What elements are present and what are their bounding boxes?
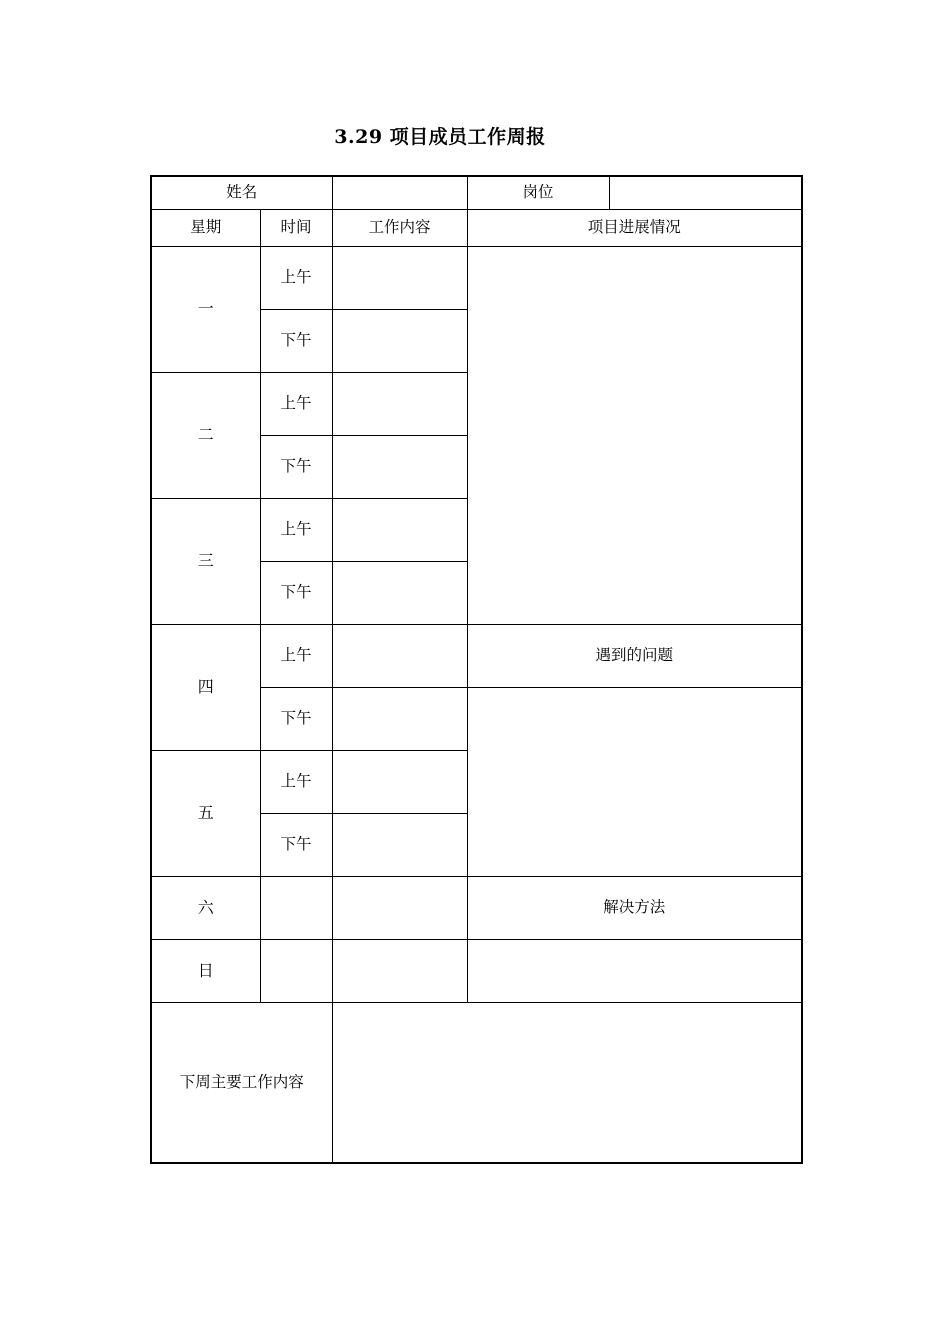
next-week-label: 下周主要工作内容 bbox=[151, 1002, 332, 1163]
position-field[interactable] bbox=[609, 176, 802, 209]
solutions-header: 解决方法 bbox=[467, 876, 802, 939]
time-morning: 上午 bbox=[260, 498, 332, 561]
content-cell[interactable] bbox=[332, 561, 467, 624]
name-field[interactable] bbox=[332, 176, 467, 209]
content-cell[interactable] bbox=[332, 435, 467, 498]
time-morning: 上午 bbox=[260, 624, 332, 687]
position-label: 岗位 bbox=[467, 176, 609, 209]
day-friday: 五 bbox=[151, 750, 260, 876]
time-header: 时间 bbox=[260, 209, 332, 246]
time-cell[interactable] bbox=[260, 876, 332, 939]
time-afternoon: 下午 bbox=[260, 687, 332, 750]
progress-header: 项目进展情况 bbox=[467, 209, 802, 246]
column-header-row bbox=[151, 209, 802, 246]
time-morning: 上午 bbox=[260, 246, 332, 309]
content-cell[interactable] bbox=[332, 372, 467, 435]
problems-header: 遇到的问题 bbox=[467, 624, 802, 687]
table-row bbox=[151, 246, 802, 309]
time-afternoon: 下午 bbox=[260, 561, 332, 624]
time-afternoon: 下午 bbox=[260, 435, 332, 498]
content-cell[interactable] bbox=[332, 309, 467, 372]
time-cell[interactable] bbox=[260, 939, 332, 1002]
table-row bbox=[151, 624, 802, 687]
name-label: 姓名 bbox=[151, 176, 332, 209]
content-cell[interactable] bbox=[332, 750, 467, 813]
content-cell[interactable] bbox=[332, 624, 467, 687]
weekly-report-table bbox=[150, 175, 803, 1164]
content-cell[interactable] bbox=[332, 939, 467, 1002]
content-header: 工作内容 bbox=[332, 209, 467, 246]
day-saturday: 六 bbox=[151, 876, 260, 939]
content-cell[interactable] bbox=[332, 876, 467, 939]
time-afternoon: 下午 bbox=[260, 309, 332, 372]
day-monday: 一 bbox=[151, 246, 260, 372]
weekday-header: 星期 bbox=[151, 209, 260, 246]
problems-cell[interactable] bbox=[467, 687, 802, 876]
time-morning: 上午 bbox=[260, 750, 332, 813]
time-afternoon: 下午 bbox=[260, 813, 332, 876]
table-row bbox=[151, 939, 802, 1002]
content-cell[interactable] bbox=[332, 246, 467, 309]
time-morning: 上午 bbox=[260, 372, 332, 435]
content-cell[interactable] bbox=[332, 687, 467, 750]
header-row bbox=[151, 176, 802, 209]
solutions-cell[interactable] bbox=[467, 939, 802, 1002]
content-cell[interactable] bbox=[332, 813, 467, 876]
table-row bbox=[151, 876, 802, 939]
page-title: 3.29 项目成员工作周报 bbox=[334, 126, 546, 148]
progress-cell[interactable] bbox=[467, 246, 802, 624]
next-week-row bbox=[151, 1002, 802, 1163]
day-thursday: 四 bbox=[151, 624, 260, 750]
day-wednesday: 三 bbox=[151, 498, 260, 624]
next-week-cell[interactable] bbox=[332, 1002, 802, 1163]
day-tuesday: 二 bbox=[151, 372, 260, 498]
content-cell[interactable] bbox=[332, 498, 467, 561]
day-sunday: 日 bbox=[151, 939, 260, 1002]
